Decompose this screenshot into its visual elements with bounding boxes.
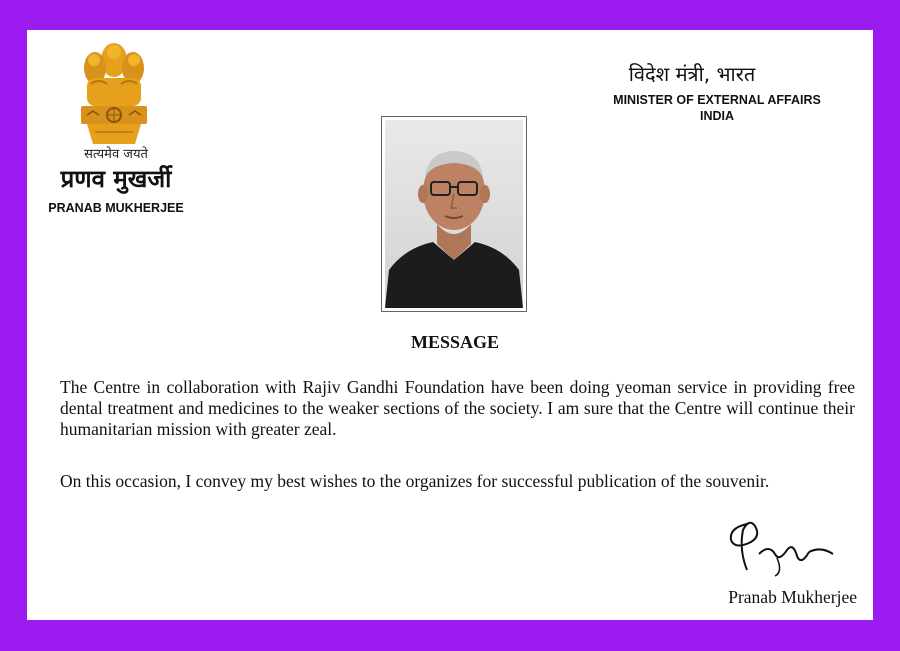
signatory-name: Pranab Mukherjee: [728, 587, 857, 607]
national-emblem-icon: [77, 40, 151, 152]
portrait-photo: [381, 116, 527, 312]
office-country: INDIA: [699, 109, 735, 123]
minister-name-hindi: प्रणव मुखर्जी: [60, 165, 172, 193]
message-heading: MESSAGE: [410, 332, 500, 352]
office-title-hindi: विदेश मंत्री, भारत: [628, 62, 756, 86]
message-paragraph: The Centre in collaboration with Rajiv Gandhi Foundation have been doing yeoman service in providing free dental treatment and medicines to the weaker sections of the society. I am sure that the Centre will continue their humanitarian mission with greater zeal.: [60, 377, 855, 439]
emblem-motto: सत्यमेव जयते: [84, 147, 148, 162]
message-paragraph: On this occasion, I convey my best wishes to the organizes for successful publication of the souvenir.: [60, 471, 770, 491]
minister-name-english: PRANAB MUKHERJEE: [48, 201, 184, 215]
message-page: [27, 30, 873, 620]
office-title-english: MINISTER OF EXTERNAL AFFAIRS: [613, 93, 821, 107]
signature: [717, 510, 847, 580]
